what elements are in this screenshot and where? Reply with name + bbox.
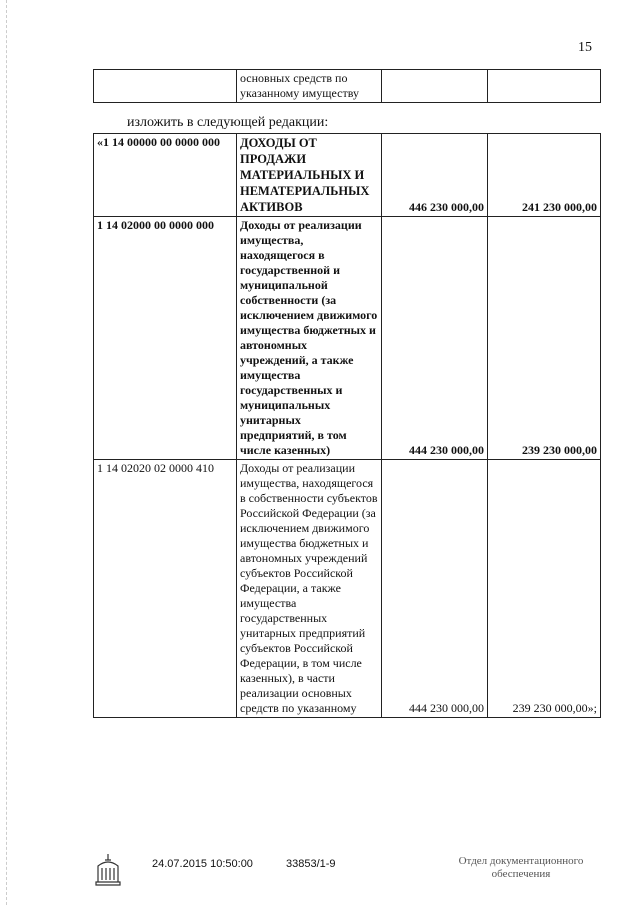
row-value-1: 444 230 000,00 — [382, 217, 488, 460]
row-value-1: 444 230 000,00 — [382, 460, 488, 718]
building-logo-icon — [93, 852, 123, 886]
row-value-2: 239 230 000,00 — [488, 217, 601, 460]
stamp-line-1: Отдел документационного — [458, 855, 584, 867]
row-code — [94, 70, 237, 103]
row-description: Доходы от реализации имущества, находящегося в собственности субъектов Российской Федерации (за исключением движимого имущества бюджетных и автономных учреждений субъектов Российской Федерации, а также имущества государственных унитарных предприятий субъектов Российской Федерации, в том числе казенных), в части реализации основных средств по указанному — [237, 460, 382, 718]
row-code: 1 14 02020 02 0000 410 — [94, 460, 237, 718]
scan-margin-line — [6, 0, 7, 905]
footer-doc-code: 33853/1-9 — [286, 858, 336, 870]
table-row — [94, 460, 601, 718]
stamp-line-2: обеспечения — [491, 868, 551, 880]
row-code: 1 14 02000 00 0000 000 — [94, 217, 237, 460]
row-code: «1 14 00000 00 0000 000 — [94, 134, 237, 217]
row-value-1 — [382, 70, 488, 103]
department-stamp — [451, 855, 591, 881]
page-number: 15 — [578, 40, 592, 55]
table-row — [94, 134, 601, 217]
row-description: Доходы от реализации имущества, находящегося в государственной и муниципальной собственности (за исключением движимого имущества бюджетных и автономных учреждений, а также имущества государственных и муниципальных унитарных предприятий, в том числе казенных) — [237, 217, 382, 460]
table-row — [94, 70, 601, 103]
row-value-2: 239 230 000,00»; — [488, 460, 601, 718]
row-description: ДОХОДЫ ОТ ПРОДАЖИ МАТЕРИАЛЬНЫХ И НЕМАТЕРИАЛЬНЫХ АКТИВОВ — [237, 134, 382, 217]
row-description: основных средств по указанному имуществу — [237, 70, 382, 103]
revenue-table — [93, 133, 601, 718]
continued-table — [93, 69, 601, 103]
row-value-2 — [488, 70, 601, 103]
table-row — [94, 217, 601, 460]
instruction-text: изложить в следующей редакции: — [127, 115, 329, 130]
row-value-2: 241 230 000,00 — [488, 134, 601, 217]
row-value-1: 446 230 000,00 — [382, 134, 488, 217]
footer-datetime: 24.07.2015 10:50:00 — [152, 858, 253, 870]
